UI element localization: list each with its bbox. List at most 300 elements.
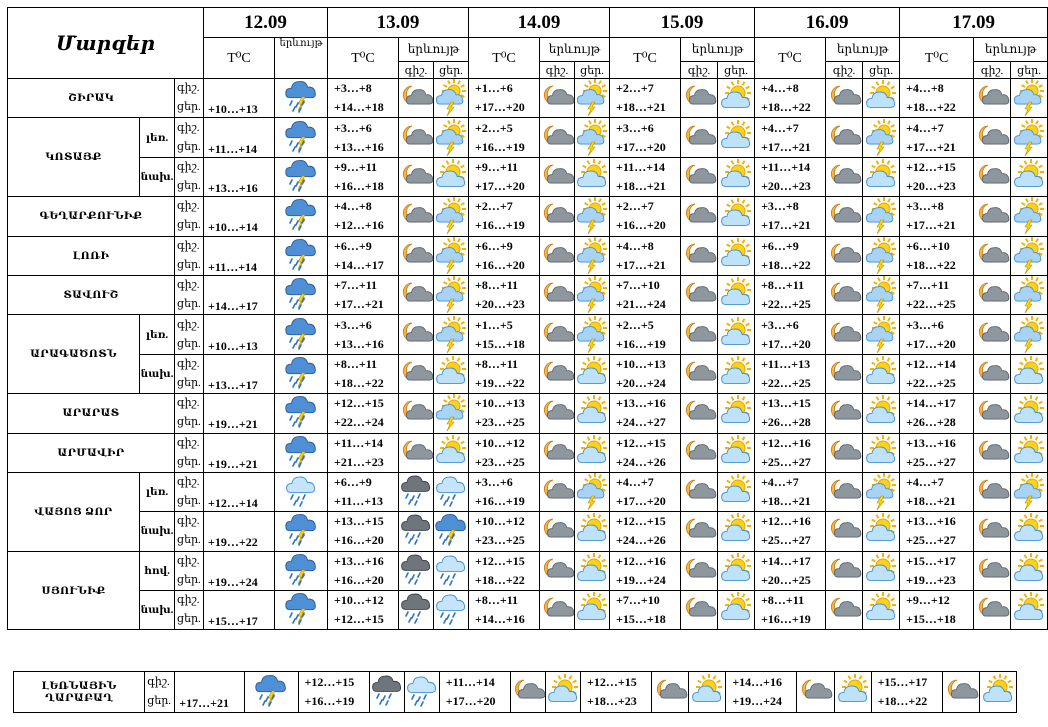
sun-cloud-icon bbox=[718, 279, 754, 311]
weather-icon-cell bbox=[399, 157, 434, 196]
night-temp: +9…+11 bbox=[334, 159, 378, 174]
weather-icon-cell bbox=[540, 118, 575, 157]
weather-icon-cell bbox=[275, 512, 328, 551]
weather-icon-cell bbox=[974, 512, 1011, 551]
weather-icon-cell bbox=[575, 197, 610, 236]
night-temp: +4…+7 bbox=[616, 475, 654, 490]
weather-icon-cell bbox=[399, 275, 434, 314]
sun-cloud-icon bbox=[980, 676, 1016, 708]
weather-icon-cell bbox=[399, 394, 434, 433]
temp-cell bbox=[469, 315, 540, 354]
sun-cloud-icon bbox=[718, 437, 754, 469]
day-temp: +12…+16 bbox=[334, 218, 384, 233]
night-temp: +3…+6 bbox=[475, 475, 513, 490]
sun-cloud-icon bbox=[718, 122, 754, 154]
night-temp: +6…+9 bbox=[334, 475, 372, 490]
moon-cloud-icon bbox=[540, 437, 574, 469]
thunder-rain-icon bbox=[245, 676, 297, 708]
moon-cloud-icon bbox=[681, 319, 717, 351]
weather-icon-cell bbox=[718, 591, 755, 630]
night-temp: +3…+8 bbox=[334, 81, 372, 96]
day-temp: +14…+16 bbox=[475, 612, 525, 627]
rain-cloud-icon bbox=[434, 476, 468, 508]
weather-icon-cell bbox=[863, 275, 900, 314]
weather-icon-cell bbox=[974, 315, 1011, 354]
moon-cloud-icon bbox=[399, 200, 433, 232]
weather-icon-cell bbox=[718, 275, 755, 314]
day-temp: +24…+26 bbox=[616, 533, 666, 548]
weather-icon-cell bbox=[575, 275, 610, 314]
moon-cloud-icon bbox=[540, 555, 574, 587]
thunder-rain-icon bbox=[434, 515, 468, 547]
day-subheader: ցեր. bbox=[863, 62, 900, 79]
temp-cell bbox=[175, 672, 245, 713]
night-temp: +12…+16 bbox=[761, 435, 811, 450]
weather-icon-cell bbox=[718, 157, 755, 196]
sun-cloud-thunder-icon bbox=[1011, 240, 1047, 272]
moon-cloud-icon bbox=[826, 397, 862, 429]
day-temp: +23…+25 bbox=[475, 454, 525, 469]
weather-icon-cell bbox=[826, 79, 863, 118]
subregion-label: նախ. bbox=[140, 157, 175, 196]
day-label: ցեր. bbox=[177, 495, 201, 508]
sun-cloud-thunder-icon bbox=[434, 319, 468, 351]
thunder-rain-icon bbox=[275, 82, 327, 114]
temp-cell bbox=[328, 197, 399, 236]
region-row bbox=[8, 472, 1048, 511]
day-temp: +17…+20 bbox=[616, 494, 666, 509]
sun-cloud-thunder-icon bbox=[575, 319, 609, 351]
weather-icon-cell bbox=[434, 472, 469, 511]
day-temp: +16…+19 bbox=[475, 139, 525, 154]
sun-cloud-icon bbox=[863, 555, 899, 587]
moon-cloud-icon bbox=[826, 240, 862, 272]
temp-cell bbox=[610, 275, 681, 314]
weather-icon-cell bbox=[399, 591, 434, 630]
night-temp: +7…+10 bbox=[616, 278, 660, 293]
weather-icon-cell bbox=[681, 275, 718, 314]
day-temp: +18…+22 bbox=[334, 375, 384, 390]
day-temp: +16…+19 bbox=[475, 494, 525, 509]
temp-cell bbox=[755, 551, 826, 590]
temp-cell bbox=[469, 197, 540, 236]
day-temp: +18…+22 bbox=[475, 572, 525, 587]
region-row bbox=[8, 394, 1048, 433]
night-day-labels bbox=[175, 551, 204, 590]
weather-icon-cell bbox=[974, 591, 1011, 630]
night-temp: +4…+7 bbox=[906, 475, 944, 490]
night-temp: +14…+17 bbox=[761, 553, 811, 568]
night-subheader: գիշ. bbox=[540, 62, 575, 79]
date-header: 14.09 bbox=[469, 8, 610, 38]
day-temp: +22…+25 bbox=[906, 375, 956, 390]
region-name: ԱՐՄԱՎԻՐ bbox=[8, 433, 175, 472]
night-temp: +11…+13 bbox=[761, 356, 811, 371]
weather-icon-cell bbox=[434, 512, 469, 551]
weather-icon-cell bbox=[575, 591, 610, 630]
temp-cell bbox=[610, 315, 681, 354]
weather-icon-cell bbox=[434, 315, 469, 354]
night-day-labels bbox=[175, 354, 204, 393]
weather-icon-cell bbox=[1011, 118, 1048, 157]
moon-cloud-icon bbox=[974, 594, 1010, 626]
subregion-label: լեռ. bbox=[140, 118, 175, 157]
night-label: գիշ. bbox=[177, 279, 200, 292]
sun-cloud-thunder-icon bbox=[575, 122, 609, 154]
temp-cell bbox=[328, 118, 399, 157]
day-temp: +19…+24 bbox=[616, 572, 666, 587]
weather-icon-cell bbox=[1011, 591, 1048, 630]
date-header: 17.09 bbox=[900, 8, 1048, 38]
temp-cell bbox=[755, 354, 826, 393]
day-temp: +19…+21 bbox=[208, 417, 258, 432]
subregion-label: նախ. bbox=[140, 354, 175, 393]
day-label: ցեր. bbox=[177, 416, 201, 429]
sun-cloud-icon bbox=[863, 161, 899, 193]
temp-cell bbox=[204, 394, 275, 433]
temp-cell bbox=[204, 79, 275, 118]
night-temp: +3…+6 bbox=[334, 120, 372, 135]
sun-cloud-icon bbox=[1011, 555, 1047, 587]
weather-icon-cell bbox=[1011, 315, 1048, 354]
night-temp: +15…+17 bbox=[906, 553, 956, 568]
region-name: ԱՐԱԳԱԾՈՏՆ bbox=[8, 315, 140, 394]
weather-icon-cell bbox=[540, 394, 575, 433]
moon-cloud-icon bbox=[681, 397, 717, 429]
night-subheader: գիշ. bbox=[974, 62, 1011, 79]
weather-icon-cell bbox=[510, 672, 545, 713]
sun-cloud-icon bbox=[718, 476, 754, 508]
sun-cloud-icon bbox=[718, 555, 754, 587]
region-row bbox=[8, 236, 1048, 275]
weather-icon-cell bbox=[681, 512, 718, 551]
moon-cloud-icon bbox=[540, 397, 574, 429]
sun-cloud-icon bbox=[863, 358, 899, 390]
moon-cloud-icon bbox=[974, 515, 1010, 547]
temp-cell bbox=[900, 275, 974, 314]
day-temp: +17…+21 bbox=[179, 696, 229, 710]
temp-cell bbox=[755, 394, 826, 433]
weather-icon-cell bbox=[1011, 394, 1048, 433]
moon-cloud-icon bbox=[399, 161, 433, 193]
weather-icon-cell bbox=[434, 394, 469, 433]
day-temp: +16…+19 bbox=[304, 694, 355, 708]
sun-cloud-icon bbox=[718, 397, 754, 429]
region-name: ՍՅՈՒՆԻՔ bbox=[8, 551, 140, 630]
temp-cell bbox=[755, 433, 826, 472]
weather-icon-cell bbox=[863, 315, 900, 354]
temp-cell bbox=[204, 118, 275, 157]
region-name: ՏԱՎՈՒՇ bbox=[8, 275, 175, 314]
weather-icon-cell bbox=[399, 118, 434, 157]
weather-icon-cell bbox=[826, 512, 863, 551]
sun-cloud-icon bbox=[718, 82, 754, 114]
region-name: ԼԵՌՆԱՅԻՆ ՂԱՐԱԲԱՂ bbox=[14, 672, 145, 713]
region-name: ԼՈՌԻ bbox=[8, 236, 175, 275]
night-temp: +8…+11 bbox=[334, 356, 378, 371]
weather-icon-cell bbox=[681, 551, 718, 590]
day-temp: +15…+18 bbox=[475, 336, 525, 351]
weather-icon-cell bbox=[540, 157, 575, 196]
weather-icon-cell bbox=[1011, 512, 1048, 551]
day-temp: +11…+14 bbox=[208, 259, 258, 274]
moon-cloud-icon bbox=[974, 319, 1010, 351]
night-temp: +3…+6 bbox=[761, 317, 799, 332]
day-temp: +24…+27 bbox=[616, 415, 666, 430]
night-temp: +12…+15 bbox=[616, 435, 666, 450]
moon-cloud-icon bbox=[826, 319, 862, 351]
temp-cell bbox=[610, 591, 681, 630]
night-temp: +8…+11 bbox=[761, 593, 805, 608]
karabakh-table bbox=[13, 671, 1017, 713]
temp-cell bbox=[204, 512, 275, 551]
weather-icon-cell bbox=[1011, 236, 1048, 275]
night-temp: +12…+16 bbox=[761, 514, 811, 529]
subregion-label: նախ. bbox=[140, 591, 175, 630]
night-temp: +10…+12 bbox=[334, 593, 384, 608]
weather-icon-cell bbox=[575, 433, 610, 472]
night-label: գիշ. bbox=[177, 594, 200, 607]
moon-cloud-icon bbox=[681, 358, 717, 390]
night-temp: +8…+11 bbox=[475, 278, 519, 293]
night-temp: +12…+15 bbox=[906, 159, 956, 174]
moon-cloud-icon bbox=[974, 122, 1010, 154]
day-temp: +16…+20 bbox=[334, 572, 384, 587]
subregion-label: նախ. bbox=[140, 512, 175, 551]
sun-cloud-thunder-icon bbox=[434, 240, 468, 272]
subregion-label: լեռ. bbox=[140, 315, 175, 354]
day-temp: +20…+23 bbox=[906, 178, 956, 193]
temp-cell bbox=[469, 236, 540, 275]
night-temp: +3…+8 bbox=[761, 199, 799, 214]
thunder-rain-icon bbox=[275, 437, 327, 469]
temp-cell bbox=[204, 236, 275, 275]
temp-cell bbox=[204, 551, 275, 590]
night-label: գիշ. bbox=[177, 200, 200, 213]
night-temp: +3…+6 bbox=[334, 317, 372, 332]
night-temp: +12…+15 bbox=[304, 675, 355, 689]
sun-cloud-icon bbox=[718, 240, 754, 272]
moon-cloud-icon bbox=[399, 358, 433, 390]
day-temp: +22…+25 bbox=[761, 297, 811, 312]
weather-icon-cell bbox=[399, 551, 434, 590]
weather-icon-cell bbox=[434, 354, 469, 393]
sun-cloud-icon bbox=[1011, 161, 1047, 193]
night-label: գիշ. bbox=[147, 676, 170, 688]
region-row bbox=[8, 197, 1048, 236]
thunder-rain-icon bbox=[275, 200, 327, 232]
temp-cell bbox=[900, 472, 974, 511]
moon-cloud-icon bbox=[974, 358, 1010, 390]
day-label: ցեր. bbox=[177, 613, 201, 626]
temp-cell bbox=[610, 236, 681, 275]
region-row bbox=[8, 157, 1048, 196]
weather-icon-cell bbox=[1011, 551, 1048, 590]
day-label: ցեր. bbox=[177, 258, 201, 271]
weather-icon-cell bbox=[974, 551, 1011, 590]
temp-cell bbox=[900, 394, 974, 433]
moon-cloud-icon bbox=[826, 161, 862, 193]
temp-cell bbox=[610, 472, 681, 511]
night-day-labels bbox=[175, 79, 204, 118]
temp-cell bbox=[469, 512, 540, 551]
night-temp: +4…+7 bbox=[906, 120, 944, 135]
night-temp: +13…+16 bbox=[616, 396, 666, 411]
weather-icon-cell bbox=[826, 394, 863, 433]
day-temp: +17…+20 bbox=[445, 694, 496, 708]
moon-cloud-icon bbox=[943, 676, 979, 708]
night-label: գիշ. bbox=[177, 160, 200, 173]
weather-icon-cell bbox=[275, 394, 328, 433]
sun-cloud-icon bbox=[575, 437, 609, 469]
moon-cloud-icon bbox=[681, 279, 717, 311]
weather-icon-cell bbox=[575, 394, 610, 433]
moon-cloud-icon bbox=[540, 279, 574, 311]
night-temp: +7…+11 bbox=[334, 278, 378, 293]
temp-cell bbox=[900, 197, 974, 236]
region-name: ԱՐԱՐԱՏ bbox=[8, 394, 175, 433]
thunder-rain-icon bbox=[275, 515, 327, 547]
moon-cloud-icon bbox=[681, 240, 717, 272]
night-subheader: գիշ. bbox=[399, 62, 434, 79]
day-temp: +10…+14 bbox=[208, 220, 258, 235]
weather-icon-cell bbox=[404, 672, 439, 713]
sun-cloud-thunder-icon bbox=[434, 397, 468, 429]
moon-cloud-icon bbox=[974, 240, 1010, 272]
weather-icon-cell bbox=[540, 551, 575, 590]
sun-cloud-icon bbox=[863, 437, 899, 469]
sun-cloud-icon bbox=[863, 594, 899, 626]
weather-icon-cell bbox=[540, 433, 575, 472]
temp-cell bbox=[900, 354, 974, 393]
day-label: ցեր. bbox=[177, 140, 201, 153]
sun-cloud-thunder-icon bbox=[863, 319, 899, 351]
night-temp: +12…+15 bbox=[334, 396, 384, 411]
day-temp: +11…+13 bbox=[334, 494, 384, 509]
night-temp: +14…+16 bbox=[732, 675, 782, 689]
day-temp: +26…+28 bbox=[761, 415, 811, 430]
weather-icon-cell bbox=[863, 157, 900, 196]
weather-icon-cell bbox=[718, 472, 755, 511]
weather-icon-cell bbox=[275, 236, 328, 275]
weather-icon-cell bbox=[275, 551, 328, 590]
weather-icon-cell bbox=[681, 472, 718, 511]
day-subheader: ցեր. bbox=[575, 62, 610, 79]
weather-icon-cell bbox=[974, 197, 1011, 236]
day-temp: +23…+25 bbox=[475, 415, 525, 430]
day-subheader: ցեր. bbox=[434, 62, 469, 79]
night-day-labels bbox=[175, 236, 204, 275]
weather-icon-cell bbox=[1011, 433, 1048, 472]
weather-icon-cell bbox=[434, 236, 469, 275]
sun-cloud-thunder-icon bbox=[863, 476, 899, 508]
day-temp: +15…+18 bbox=[906, 612, 956, 627]
moon-cloud-icon bbox=[540, 200, 574, 232]
weather-icon-cell bbox=[681, 197, 718, 236]
sun-cloud-icon bbox=[718, 161, 754, 193]
weather-icon-cell bbox=[681, 118, 718, 157]
sun-cloud-thunder-icon bbox=[434, 200, 468, 232]
weather-icon-cell bbox=[540, 591, 575, 630]
moon-cloud-icon bbox=[540, 515, 574, 547]
phenomenon-header: երևույթ bbox=[681, 38, 755, 62]
day-temp: +18…+22 bbox=[906, 257, 956, 272]
temp-cell bbox=[610, 79, 681, 118]
weather-icon-cell bbox=[275, 591, 328, 630]
moon-cloud-icon bbox=[681, 161, 717, 193]
day-temp: +21…+23 bbox=[334, 454, 384, 469]
weather-icon-cell bbox=[245, 672, 298, 713]
temp-cell bbox=[726, 672, 797, 713]
day-temp: +25…+27 bbox=[906, 454, 956, 469]
weather-icon-cell bbox=[863, 591, 900, 630]
day-temp: +18…+22 bbox=[906, 100, 956, 115]
temp-cell bbox=[328, 157, 399, 196]
day-temp: +20…+24 bbox=[616, 375, 666, 390]
night-temp: +6…+10 bbox=[906, 238, 950, 253]
temp-cell bbox=[328, 79, 399, 118]
moon-cloud-icon bbox=[681, 594, 717, 626]
weather-icon-cell bbox=[275, 197, 328, 236]
phenomenon-header: երևույթ bbox=[275, 38, 328, 79]
weather-icon-cell bbox=[863, 118, 900, 157]
night-temp: +3…+8 bbox=[906, 199, 944, 214]
weather-icon-cell bbox=[826, 354, 863, 393]
weather-icon-cell bbox=[797, 672, 834, 713]
region-name: ԳԵՂԱՐՔՈՒՆԻՔ bbox=[8, 197, 175, 236]
thunder-rain-icon bbox=[275, 240, 327, 272]
day-temp: +17…+20 bbox=[616, 139, 666, 154]
region-row bbox=[8, 275, 1048, 314]
night-day-labels bbox=[175, 197, 204, 236]
day-temp: +14…+18 bbox=[334, 100, 384, 115]
weather-icon-cell bbox=[275, 118, 328, 157]
night-day-labels bbox=[175, 118, 204, 157]
moon-cloud-icon bbox=[681, 122, 717, 154]
temp-cell bbox=[204, 197, 275, 236]
sun-cloud-thunder-icon bbox=[863, 200, 899, 232]
weather-icon-cell bbox=[826, 275, 863, 314]
region-name: ՎԱՅՈՑ ՁՈՐ bbox=[8, 472, 140, 551]
moon-cloud-icon bbox=[974, 555, 1010, 587]
weather-icon-cell bbox=[826, 236, 863, 275]
day-label: ցեր. bbox=[177, 455, 201, 468]
sun-cloud-thunder-icon bbox=[1011, 279, 1047, 311]
sun-cloud-icon bbox=[1011, 358, 1047, 390]
day-label: ցեր. bbox=[177, 376, 201, 389]
weather-icon-cell bbox=[275, 433, 328, 472]
moon-cloud-icon bbox=[540, 240, 574, 272]
weather-icon-cell bbox=[863, 512, 900, 551]
temp-header: T⁰C bbox=[900, 38, 974, 79]
temp-cell bbox=[900, 512, 974, 551]
day-subheader: ցեր. bbox=[1011, 62, 1048, 79]
day-temp: +11…+14 bbox=[208, 141, 258, 156]
day-temp: +16…+20 bbox=[616, 218, 666, 233]
dark-rain-cloud-icon bbox=[399, 555, 433, 587]
day-temp: +15…+17 bbox=[208, 614, 258, 629]
weather-icon-cell bbox=[718, 512, 755, 551]
temp-cell bbox=[610, 197, 681, 236]
dark-rain-cloud-icon bbox=[370, 676, 404, 708]
region-row bbox=[8, 315, 1048, 354]
weather-icon-cell bbox=[275, 157, 328, 196]
temp-cell bbox=[204, 315, 275, 354]
weather-icon-cell bbox=[575, 472, 610, 511]
sun-cloud-icon bbox=[863, 397, 899, 429]
temp-cell bbox=[328, 472, 399, 511]
phenomenon-header: երևույթ bbox=[540, 38, 610, 62]
